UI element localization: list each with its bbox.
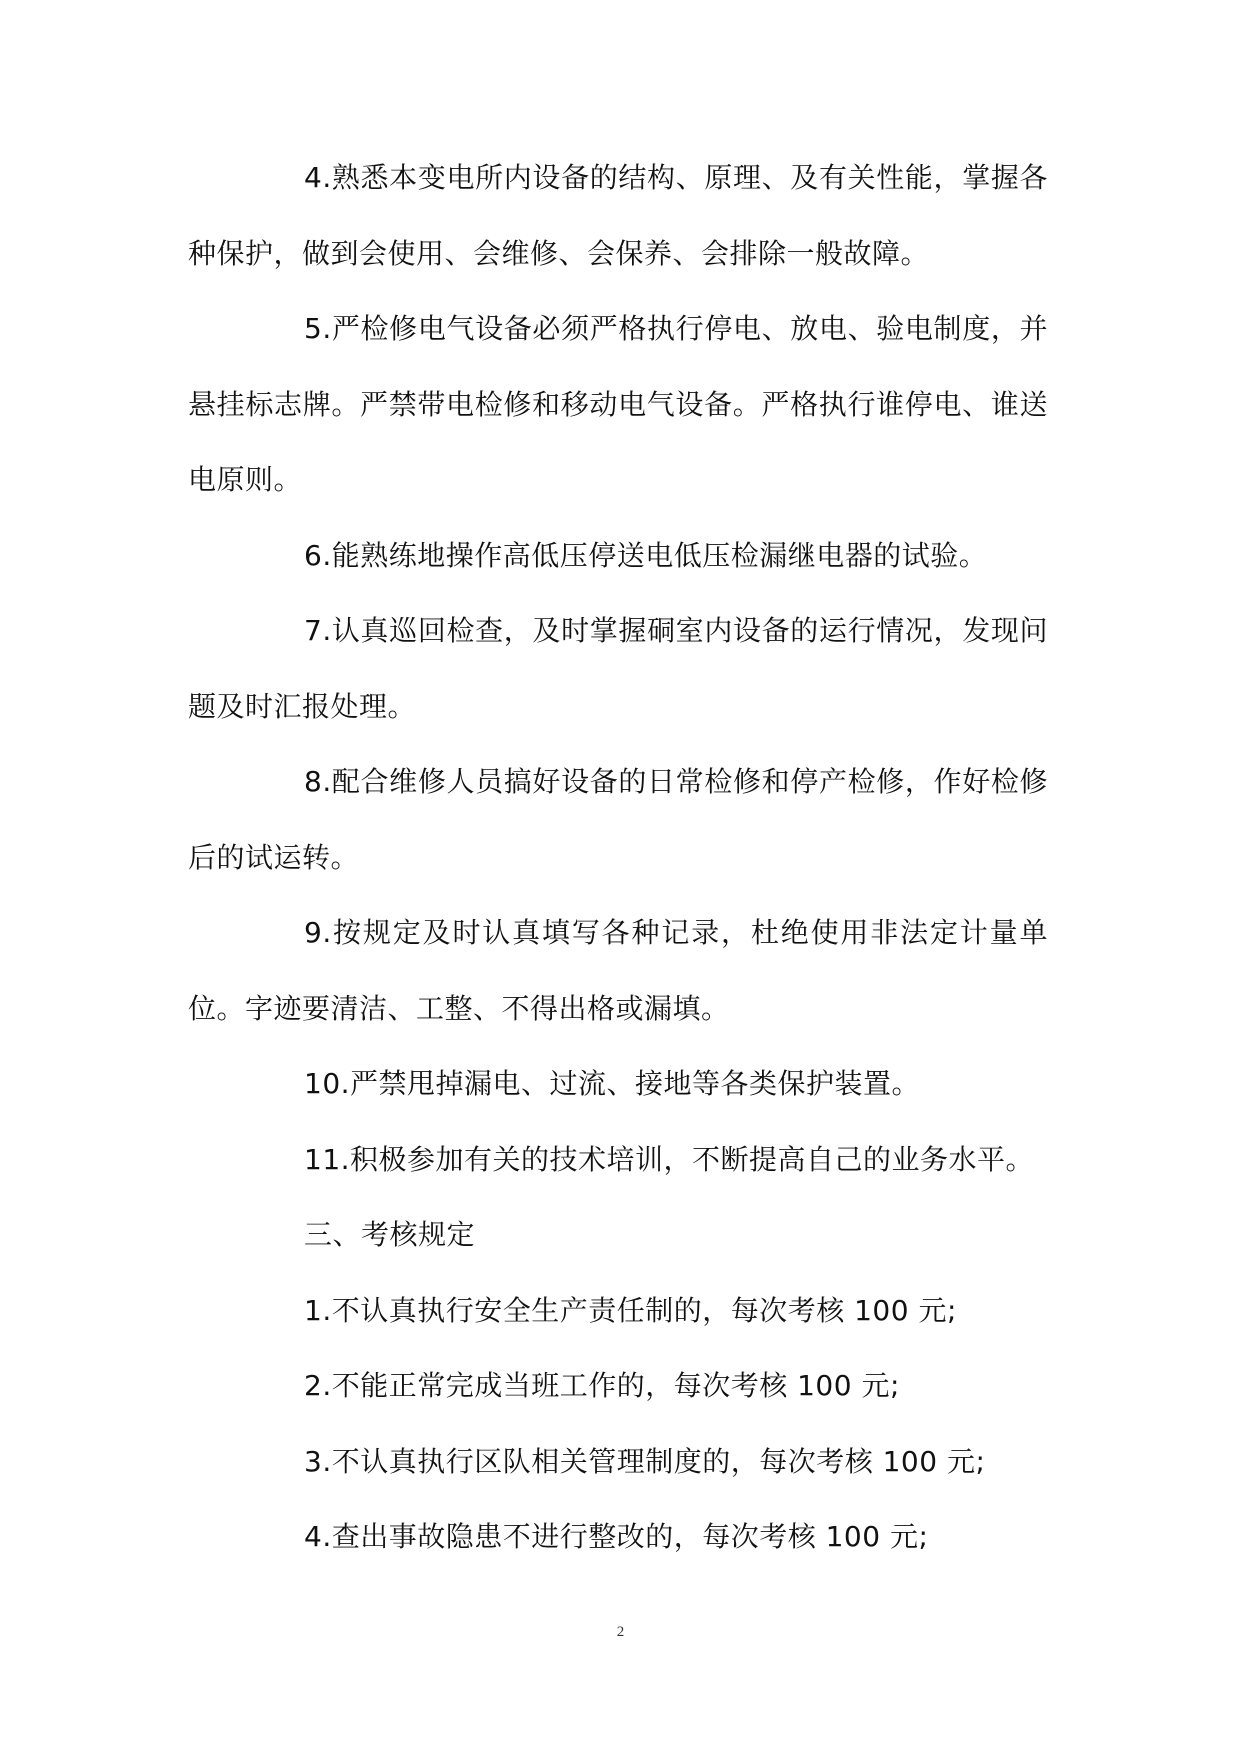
section-heading-assessment: 三、考核规定 (304, 1218, 476, 1251)
paragraph-duty-6: 6.能熟练地操作高低压停送电低压检漏继电器的试验。 (304, 538, 988, 572)
paragraph-duty-4: 4.熟悉本变电所内设备的结构、原理、及有关性能，掌握各种保护，做到会使用、会维修、会保养、会排除一般故障。 (188, 161, 1048, 270)
document-body (188, 140, 1048, 1575)
paragraph-duty-11: 11.积极参加有关的技术培训，不断提高自己的业务水平。 (304, 1142, 1035, 1176)
paragraph-duty-8: 8.配合维修人员搞好设备的日常检修和停产检修，作好检修后的试运转。 (188, 765, 1048, 874)
paragraph-rule-1: 1.不认真执行安全生产责任制的，每次考核 100 元; (304, 1293, 957, 1327)
paragraph-duty-10: 10.严禁甩掉漏电、过流、接地等各类保护装置。 (304, 1067, 921, 1100)
paragraph-rule-2: 2.不能正常完成当班工作的，每次考核 100 元; (304, 1369, 900, 1402)
paragraph-duty-7: 7.认真巡回检查，及时掌握硐室内设备的运行情况，发现问题及时汇报处理。 (188, 614, 1048, 723)
paragraph-rule-4: 4.查出事故隐患不进行整改的，每次考核 100 元; (304, 1520, 929, 1553)
paragraph-rule-3: 3.不认真执行区队相关管理制度的，每次考核 100 元; (304, 1444, 986, 1478)
page-number: 2 (616, 1624, 625, 1640)
paragraph-duty-9: 9.按规定及时认真填写各种记录，杜绝使用非法定计量单位。字迹要清洁、工整、不得出格或漏填。 (188, 916, 1048, 1025)
paragraph-duty-5: 5.严检修电气设备必须严格执行停电、放电、验电制度，并悬挂标志牌。严禁带电检修和移动电气设备。严格执行谁停电、谁送电原则。 (188, 312, 1048, 496)
